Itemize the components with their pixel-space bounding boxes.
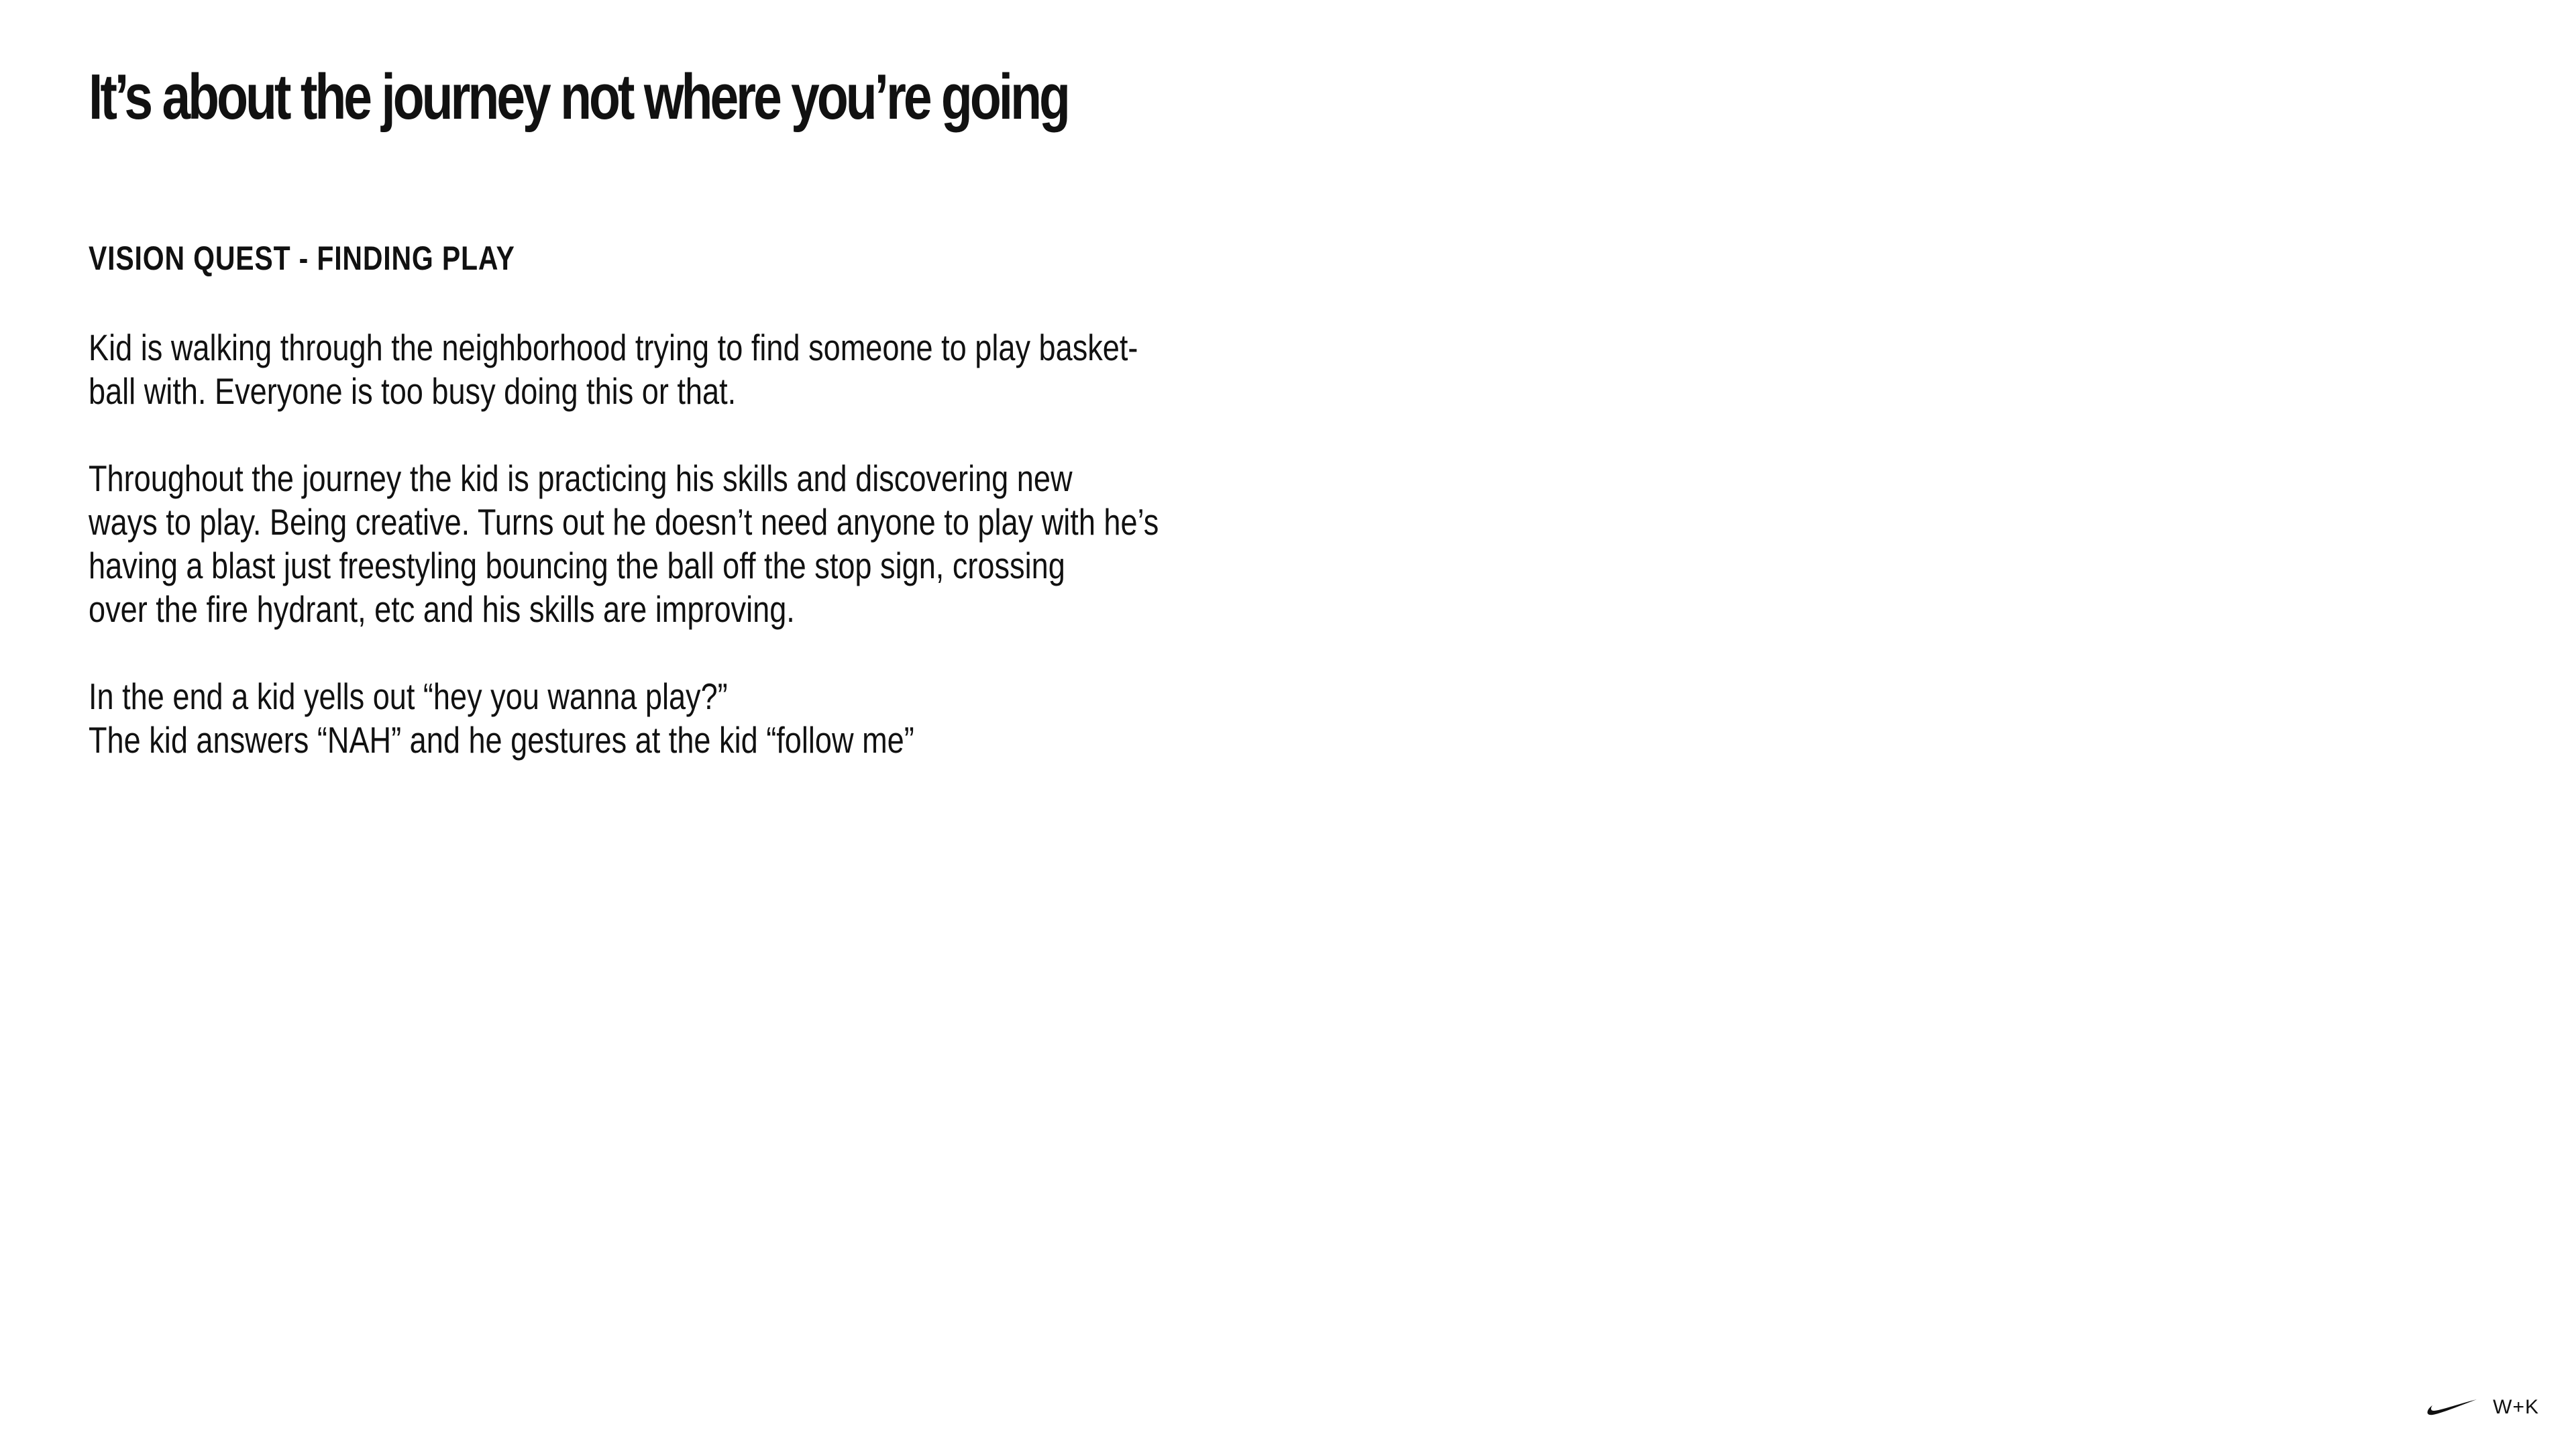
text-line: Throughout the journey the kid is practicing his skills and discovering new	[89, 458, 1073, 499]
paragraph-3	[89, 675, 1112, 762]
text-line: Kid is walking through the neighborhood trying to find someone to play basket-	[89, 327, 1138, 368]
body-text	[89, 326, 1159, 806]
text-line: The kid answers “NAH” and he gestures at the kid “follow me”	[89, 719, 914, 761]
swoosh-logo-icon	[2426, 1398, 2478, 1417]
text-line: ways to play. Being creative. Turns out he doesn’t need anyone to play with he’s	[89, 501, 1159, 543]
text-line: In the end a kid yells out “hey you wanna play?”	[89, 676, 728, 717]
text-line: ball with. Everyone is too busy doing this or that.	[89, 370, 737, 412]
section-heading: VISION QUEST - FINDING PLAY	[89, 239, 515, 277]
text-line: over the fire hydrant, etc and his skills are improving.	[89, 588, 795, 630]
paragraph-1	[89, 326, 1138, 413]
text-line: having a blast just freestyling bouncing the ball off the stop sign, crossing	[89, 545, 1065, 586]
footer-logos	[2426, 1396, 2539, 1419]
paragraph-2	[89, 457, 1159, 631]
slide-title: It’s about the journey not where you’re going	[89, 61, 1068, 133]
agency-mark: W+K	[2493, 1396, 2539, 1418]
